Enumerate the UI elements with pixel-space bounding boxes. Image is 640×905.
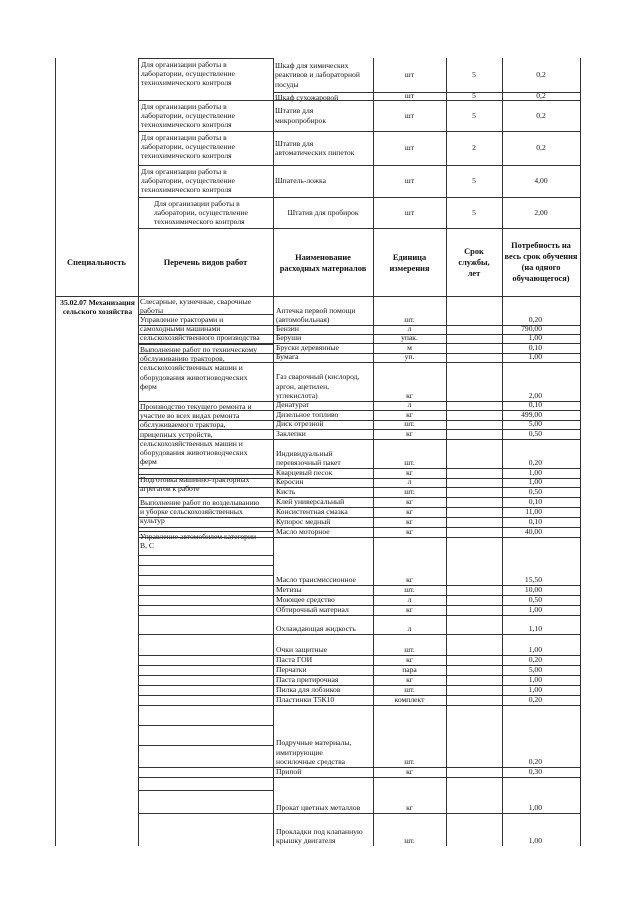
material-name: перевязочный пакет	[276, 457, 341, 467]
need-value: 2,00	[534, 207, 548, 217]
material-name: Кисть	[276, 486, 296, 496]
v-rule	[446, 228, 447, 296]
material-name: Бумага	[276, 351, 299, 361]
material-name: Перчатки	[276, 664, 307, 674]
life-value: 5	[472, 176, 476, 186]
v-rule	[138, 58, 139, 228]
work-type: Слесарные, кузнечные, сварочные	[140, 297, 252, 306]
unit-value: шт	[404, 207, 415, 217]
h-rule	[138, 777, 580, 778]
unit-value: шт.	[404, 756, 415, 766]
need-value: 1,00	[528, 604, 542, 614]
work-type: и уборке сельскохозяйственных	[140, 507, 243, 517]
specialty-code: 35.02.07 Механизация	[60, 298, 135, 307]
material-name: Прокат цветных металлов	[276, 802, 361, 812]
life-value: 5	[472, 207, 476, 217]
unit-value: шт	[404, 176, 415, 186]
work-area-text: технохимического контроля	[141, 151, 232, 161]
unit-value: шт	[404, 110, 415, 120]
unit-value: кг	[406, 654, 413, 664]
work-type: культур	[140, 516, 165, 526]
unit-value: кг	[406, 506, 413, 516]
work-type: работы	[140, 306, 164, 316]
unit-value: кг	[406, 428, 413, 438]
material-name: Консистентная смазка	[276, 506, 348, 516]
material-name: Бруски деревянные	[276, 342, 339, 352]
material-name: (автомобильная)	[276, 314, 330, 324]
material-name: Моющее средство	[276, 594, 335, 604]
need-value: 0,2	[536, 143, 546, 153]
need-value: 0,10	[528, 496, 542, 506]
material-name: Штатив для	[275, 106, 314, 116]
material-name: Беруши	[276, 332, 302, 342]
unit-value: шт.	[404, 644, 415, 654]
life-value: 5	[472, 91, 476, 101]
work-area-text: Для организации работы в	[154, 199, 240, 208]
material-name: Пластинки Т5К10	[276, 694, 335, 704]
h-rule	[138, 745, 273, 746]
material-name: Шкаф для химических	[275, 61, 349, 71]
unit-value: кг	[406, 467, 413, 477]
material-name: Кварцевый песок	[276, 467, 333, 477]
unit-value: кг	[406, 574, 413, 584]
work-area-text: технохимического контроля	[141, 185, 232, 195]
unit-value: шт.	[404, 486, 415, 496]
unit-value: кг	[406, 496, 413, 506]
h-rule	[138, 165, 273, 166]
h-rule	[273, 100, 580, 101]
work-area-text: лаборатории, осуществление	[141, 176, 235, 186]
unit-value: кг	[406, 802, 413, 812]
unit-value: кг	[406, 409, 413, 419]
need-value: 2,00	[528, 390, 542, 400]
need-value: 1,00	[528, 332, 542, 342]
need-value: 0,2	[536, 110, 546, 120]
work-area-text: лаборатории, осуществление	[141, 142, 235, 152]
unit-value: л	[407, 323, 412, 333]
unit-value: комплект	[394, 694, 425, 704]
v-rule	[446, 58, 447, 228]
specialty-code: сельского хозяйства	[62, 307, 133, 317]
life-value: 5	[472, 70, 476, 80]
work-type: сельскохозяйственного производства	[140, 333, 260, 343]
material-name: Пилка для лобзиков	[276, 684, 341, 694]
unit-value: кг	[406, 516, 413, 526]
material-name: Масло моторное	[276, 526, 330, 536]
work-type: оборудования животноводческих	[140, 372, 248, 382]
work-type: В, С	[140, 541, 154, 551]
h-rule	[138, 575, 273, 576]
work-area-text: лаборатории, осуществление	[154, 208, 248, 218]
h-rule	[138, 705, 580, 706]
material-name: Денатурат	[276, 399, 310, 409]
v-rule	[373, 58, 374, 228]
material-name: Обтирочный материал	[276, 604, 349, 614]
unit-value: пара	[402, 664, 417, 674]
header-materials: Наименование расходных материалов	[279, 253, 367, 273]
need-value: 15,50	[524, 574, 542, 584]
material-name: носилочные средства	[276, 756, 345, 766]
material-name: Диск отрезной	[276, 418, 324, 428]
material-name: Дизельное топливо	[276, 409, 339, 419]
h-rule	[138, 58, 273, 59]
unit-value: шт	[404, 70, 415, 80]
unit-value: кг	[406, 604, 413, 614]
h-rule	[138, 813, 580, 814]
h-rule	[273, 165, 580, 166]
work-area-text: Для организации работы в	[141, 60, 227, 69]
material-name: Заклепки	[276, 428, 306, 438]
work-type: обслуживанию тракторов,	[140, 354, 225, 364]
need-value: 1,00	[528, 351, 542, 361]
unit-value: шт	[404, 143, 415, 153]
v-rule	[446, 296, 447, 846]
material-name: Подручные материалы,	[276, 738, 352, 748]
unit-value: л	[407, 594, 412, 604]
unit-value: шт	[404, 91, 415, 101]
need-value: 40,00	[524, 526, 542, 536]
header-need: Потребность на весь срок обучения (на одного обучающегося)	[504, 241, 578, 283]
work-type: ферм	[140, 457, 157, 467]
need-value: 1,00	[528, 644, 542, 654]
material-name: Паста ГОИ	[276, 654, 313, 664]
need-value: 11,00	[525, 506, 542, 516]
material-name: посуды	[275, 79, 299, 89]
need-value: 0,20	[528, 654, 542, 664]
unit-value: упак.	[401, 332, 418, 342]
work-type: агрегатов к работе	[140, 484, 200, 494]
need-value: 4,00	[534, 176, 548, 186]
v-rule	[502, 296, 503, 846]
h-rule	[138, 537, 580, 538]
work-type: Управление тракторами и	[140, 315, 224, 324]
work-type: Подготовка машинно-тракторных	[140, 475, 250, 484]
material-name: Шпатель-ложка	[275, 176, 326, 186]
v-rule	[138, 296, 139, 846]
material-name: реактивов и лабораторной	[275, 70, 360, 80]
h-rule	[138, 565, 273, 566]
need-value: 0,30	[528, 766, 542, 776]
h-rule	[138, 634, 580, 635]
unit-value: шт.	[404, 684, 415, 694]
work-type: Выполнение работ по техническому	[140, 345, 258, 354]
need-value: 1,00	[528, 674, 542, 684]
need-value: 0,20	[528, 694, 542, 704]
v-rule	[273, 58, 274, 228]
material-name: Индивидуальный	[276, 448, 333, 458]
material-name: Аптечка первой помощи	[276, 305, 356, 315]
need-value: 0,50	[528, 428, 542, 438]
v-rule	[273, 296, 274, 846]
work-type: сельскохозяйственных машин и	[140, 438, 243, 448]
v-rule	[502, 228, 503, 296]
need-value: 1,00	[528, 684, 542, 694]
need-value: 1,00	[528, 835, 542, 845]
work-type: прицепных устройств,	[140, 429, 213, 439]
material-name: Купорос медный	[276, 516, 331, 526]
work-area-text: технохимического контроля	[154, 217, 245, 227]
v-rule	[580, 58, 581, 228]
v-rule	[502, 58, 503, 228]
work-area-text: технохимического контроля	[141, 120, 232, 130]
v-rule	[55, 58, 56, 228]
need-value: 0,10	[528, 342, 542, 352]
unit-value: л	[407, 623, 412, 633]
h-rule	[138, 228, 580, 229]
work-type: Производство текущего ремонта и	[140, 402, 252, 411]
need-value: 0,2	[536, 70, 546, 80]
h-rule	[138, 555, 273, 556]
life-value: 2	[472, 143, 476, 153]
material-name: Шкаф сухожаровой	[275, 93, 339, 102]
material-name: Паста притирочная	[276, 674, 339, 684]
need-value: 0,20	[528, 314, 542, 324]
v-rule	[138, 228, 139, 296]
unit-value: шт.	[404, 418, 415, 428]
need-value: 0,20	[528, 756, 542, 766]
material-name: крышку двигателя	[276, 835, 336, 845]
material-name: аргон, ацетилен,	[276, 381, 330, 391]
v-rule	[55, 296, 56, 846]
h-rule	[138, 197, 273, 198]
unit-value: кг	[406, 674, 413, 684]
v-rule	[580, 228, 581, 296]
header-specialty: Специальность	[67, 258, 126, 267]
h-rule	[138, 362, 580, 363]
need-value: 0,10	[528, 516, 542, 526]
work-type: Выполнение работ по возделыванию	[140, 498, 260, 507]
material-name: Керосин	[276, 476, 304, 486]
work-type: сельскохозяйственных машин и	[140, 363, 243, 373]
material-name: микропробирок	[275, 115, 327, 125]
need-value: 790,00	[521, 323, 542, 333]
unit-value: л	[407, 476, 412, 486]
unit-value: шт.	[404, 584, 415, 594]
need-value: 5,00	[528, 664, 542, 674]
work-area-text: лаборатории, осуществление	[141, 111, 235, 121]
work-type: оборудования животноводческих	[140, 448, 248, 457]
material-name: Штатив для	[275, 138, 314, 148]
work-area-text: Для организации работы в	[141, 167, 227, 176]
need-value: 0,10	[528, 399, 542, 409]
need-value: 0,50	[528, 486, 542, 496]
v-rule	[580, 296, 581, 846]
need-value: 499,00	[521, 409, 542, 419]
unit-value: м	[407, 342, 412, 352]
unit-value: шт.	[404, 835, 415, 845]
need-value: 0,50	[528, 594, 542, 604]
material-name: Газ сварочный (кислород,	[276, 372, 360, 382]
h-rule	[138, 725, 273, 726]
work-area-text: технохимического контроля	[141, 78, 232, 88]
unit-value: шт.	[404, 457, 415, 467]
material-name: углекислота)	[276, 390, 318, 400]
material-name: Клей универсальный	[276, 496, 345, 506]
h-rule	[138, 790, 273, 791]
v-rule	[273, 228, 274, 296]
work-type: участие во всех видах ремонта	[140, 411, 240, 421]
work-area-text: лаборатории, осуществление	[141, 69, 235, 79]
material-name: Метизы	[276, 584, 302, 594]
v-rule	[373, 228, 374, 296]
h-rule	[273, 131, 580, 132]
unit-value: уп.	[404, 351, 415, 361]
need-value: 1,00	[528, 802, 542, 812]
material-name: автоматических пипеток	[275, 148, 355, 157]
header-unit: Единица измерения	[389, 253, 430, 273]
header-life: Срок службы, лет	[458, 247, 490, 278]
material-name: Масло трансмиссионное	[276, 574, 356, 584]
unit-value: кг	[406, 766, 413, 776]
material-name: имитирующие	[276, 747, 323, 757]
work-type: самоходными машинами	[140, 324, 221, 334]
material-name: Припой	[276, 766, 302, 776]
need-value: 1,00	[528, 476, 542, 486]
work-type: Управление автомобилем категории	[140, 532, 257, 541]
life-value: 5	[472, 110, 476, 120]
unit-value: л	[407, 399, 412, 409]
material-name: Очки защитные	[276, 644, 328, 654]
header-works: Перечень видов работ	[163, 258, 248, 267]
h-rule	[138, 439, 580, 440]
need-value: 5,00	[528, 418, 542, 428]
need-value: 1,00	[528, 467, 542, 477]
unit-value: кг	[406, 526, 413, 536]
v-rule	[373, 296, 374, 846]
unit-value: шт.	[404, 314, 415, 324]
unit-value: кг	[406, 390, 413, 400]
need-value: 0,20	[528, 457, 542, 467]
work-type: ферм	[140, 381, 157, 391]
h-rule	[273, 197, 580, 198]
material-name: Штатив для пробирок	[287, 207, 359, 217]
v-rule	[55, 228, 56, 296]
work-type: обслуживаемого трактора,	[140, 420, 226, 430]
material-name: Прокладки под клапанную	[276, 826, 363, 836]
need-value: 0,2	[536, 91, 546, 101]
h-rule	[138, 615, 580, 616]
material-name: Бензин	[276, 323, 299, 333]
need-value: 1,10	[528, 623, 542, 633]
h-rule	[138, 100, 273, 101]
work-area-text: Для организации работы в	[141, 133, 227, 142]
material-name: Охлаждающая жидкость	[276, 623, 356, 633]
need-value: 10,00	[524, 584, 542, 594]
work-area-text: Для организации работы в	[141, 102, 227, 111]
h-rule	[138, 131, 273, 132]
